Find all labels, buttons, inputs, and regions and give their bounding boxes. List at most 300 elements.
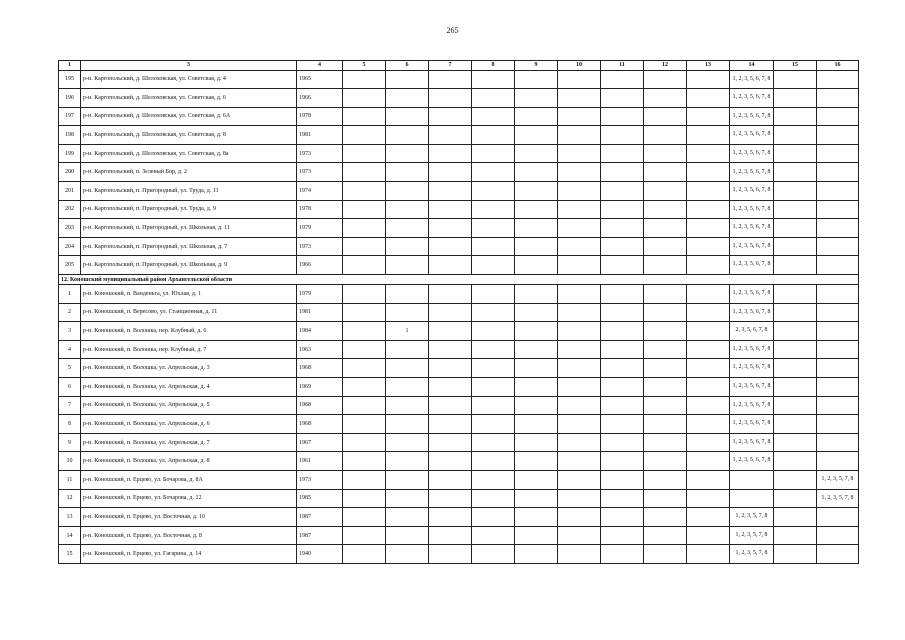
empty-cell	[386, 126, 429, 145]
empty-cell	[386, 144, 429, 163]
empty-cell	[601, 396, 644, 415]
empty-cell	[644, 70, 687, 89]
empty-cell	[343, 200, 386, 219]
column-6-cell	[386, 489, 429, 508]
empty-cell	[687, 378, 730, 397]
year-cell: 1969	[297, 378, 343, 397]
column-14-cell: 1, 2, 3, 5, 6, 7, 8	[730, 70, 774, 89]
empty-cell	[644, 378, 687, 397]
empty-cell	[472, 489, 515, 508]
column-header: 9	[515, 61, 558, 71]
empty-cell	[601, 126, 644, 145]
year-cell: 1981	[297, 303, 343, 322]
address-cell: р-н. Каргопольский, п. Пригородный, ул. Труда, д. 11	[81, 182, 297, 201]
empty-cell	[515, 219, 558, 238]
row-number-cell: 2	[59, 303, 81, 322]
empty-cell	[386, 89, 429, 108]
year-cell: 1985	[297, 489, 343, 508]
empty-cell	[515, 322, 558, 341]
empty-cell	[687, 144, 730, 163]
empty-cell	[386, 70, 429, 89]
empty-cell	[601, 256, 644, 275]
row-number-cell: 9	[59, 433, 81, 452]
empty-cell	[515, 452, 558, 471]
empty-cell	[687, 303, 730, 322]
empty-cell	[558, 508, 601, 527]
table-row	[59, 126, 859, 145]
address-cell: р-н. Коношский, п. Волошка, ул. Апрельская, д. 8	[81, 452, 297, 471]
column-6-cell	[386, 303, 429, 322]
column-14-cell: 1, 2, 3, 5, 7, 8	[730, 508, 774, 527]
empty-cell	[429, 508, 472, 527]
column-14-cell: 1, 2, 3, 5, 6, 7, 8	[730, 340, 774, 359]
empty-cell	[472, 359, 515, 378]
empty-cell	[472, 452, 515, 471]
column-6-cell	[386, 396, 429, 415]
empty-cell	[558, 359, 601, 378]
year-cell: 1940	[297, 545, 343, 564]
column-14-cell: 1, 2, 3, 5, 6, 7, 8	[730, 89, 774, 108]
empty-cell	[687, 322, 730, 341]
empty-cell	[429, 526, 472, 545]
header-row	[59, 61, 859, 71]
empty-cell	[601, 285, 644, 304]
empty-cell	[429, 340, 472, 359]
column-6-cell	[386, 470, 429, 489]
table-row	[59, 545, 859, 564]
empty-cell	[687, 70, 730, 89]
empty-cell	[601, 340, 644, 359]
empty-cell	[343, 322, 386, 341]
empty-cell	[774, 256, 817, 275]
empty-cell	[601, 144, 644, 163]
empty-cell	[601, 322, 644, 341]
empty-cell	[644, 470, 687, 489]
column-6-cell	[386, 285, 429, 304]
column-14-cell: 1, 2, 3, 5, 6, 7, 8	[730, 396, 774, 415]
row-number-cell: 7	[59, 396, 81, 415]
page-number: 265	[446, 26, 459, 35]
empty-cell	[687, 256, 730, 275]
address-cell: р-н. Каргопольский, д. Шелоховская, ул. Советская, д. 6	[81, 89, 297, 108]
empty-cell	[558, 545, 601, 564]
column-14-cell	[730, 489, 774, 508]
table-row	[59, 303, 859, 322]
empty-cell	[429, 200, 472, 219]
row-number-cell: 13	[59, 508, 81, 527]
housing-registry-table	[58, 60, 859, 564]
empty-cell	[429, 219, 472, 238]
empty-cell	[429, 256, 472, 275]
row-number-cell: 205	[59, 256, 81, 275]
empty-cell	[515, 182, 558, 201]
column-16-cell	[817, 303, 859, 322]
empty-cell	[558, 470, 601, 489]
empty-cell	[472, 340, 515, 359]
empty-cell	[687, 219, 730, 238]
empty-cell	[515, 163, 558, 182]
row-number-cell: 195	[59, 70, 81, 89]
year-cell: 1978	[297, 107, 343, 126]
empty-cell	[515, 470, 558, 489]
row-number-cell: 12	[59, 489, 81, 508]
empty-cell	[644, 359, 687, 378]
empty-cell	[558, 340, 601, 359]
column-14-cell: 1, 2, 3, 5, 6, 7, 8	[730, 200, 774, 219]
column-14-cell: 1, 2, 3, 5, 7, 8	[730, 526, 774, 545]
empty-cell	[774, 200, 817, 219]
empty-cell	[472, 89, 515, 108]
empty-cell	[429, 303, 472, 322]
empty-cell	[687, 396, 730, 415]
row-number-cell: 11	[59, 470, 81, 489]
row-number-cell: 199	[59, 144, 81, 163]
empty-cell	[515, 200, 558, 219]
empty-cell	[558, 107, 601, 126]
empty-cell	[558, 163, 601, 182]
empty-cell	[774, 526, 817, 545]
empty-cell	[472, 508, 515, 527]
column-16-cell	[817, 285, 859, 304]
empty-cell	[429, 415, 472, 434]
table-row	[59, 508, 859, 527]
empty-cell	[558, 303, 601, 322]
column-header: 7	[429, 61, 472, 71]
empty-cell	[515, 107, 558, 126]
address-cell: р-н. Коношский, п. Ерцево, ул. Бочарова, д. 8А	[81, 470, 297, 489]
column-header: 4	[297, 61, 343, 71]
empty-cell	[343, 144, 386, 163]
table-row	[59, 415, 859, 434]
empty-cell	[687, 237, 730, 256]
empty-cell	[644, 526, 687, 545]
empty-cell	[515, 144, 558, 163]
column-16-cell	[817, 545, 859, 564]
empty-cell	[343, 433, 386, 452]
empty-cell	[644, 219, 687, 238]
empty-cell	[687, 526, 730, 545]
column-16-cell	[817, 359, 859, 378]
empty-cell	[687, 359, 730, 378]
empty-cell	[601, 303, 644, 322]
empty-cell	[558, 182, 601, 201]
empty-cell	[515, 433, 558, 452]
empty-cell	[644, 415, 687, 434]
empty-cell	[644, 89, 687, 108]
empty-cell	[343, 182, 386, 201]
year-cell: 1966	[297, 256, 343, 275]
column-header: 5	[343, 61, 386, 71]
column-header: 16	[817, 61, 859, 71]
row-number-cell: 6	[59, 378, 81, 397]
column-14-cell: 1, 2, 3, 5, 6, 7, 8	[730, 359, 774, 378]
table-row	[59, 396, 859, 415]
empty-cell	[774, 303, 817, 322]
column-6-cell	[386, 340, 429, 359]
empty-cell	[429, 237, 472, 256]
table-row	[59, 107, 859, 126]
column-14-cell: 1, 2, 3, 5, 6, 7, 8	[730, 285, 774, 304]
empty-cell	[515, 489, 558, 508]
empty-cell	[472, 163, 515, 182]
column-16-cell	[817, 452, 859, 471]
row-number-cell: 4	[59, 340, 81, 359]
empty-cell	[644, 433, 687, 452]
empty-cell	[429, 70, 472, 89]
year-cell: 1984	[297, 322, 343, 341]
empty-cell	[644, 340, 687, 359]
empty-cell	[817, 163, 859, 182]
empty-cell	[774, 163, 817, 182]
column-14-cell: 1, 2, 3, 5, 6, 7, 8	[730, 256, 774, 275]
empty-cell	[343, 256, 386, 275]
empty-cell	[343, 415, 386, 434]
empty-cell	[558, 322, 601, 341]
address-cell: р-н. Коношский, п. Ванденьга, ул. Юхлая, д. 1	[81, 285, 297, 304]
table-row	[59, 340, 859, 359]
empty-cell	[515, 237, 558, 256]
column-6-cell	[386, 378, 429, 397]
column-16-cell	[817, 340, 859, 359]
empty-cell	[817, 126, 859, 145]
empty-cell	[644, 107, 687, 126]
empty-cell	[558, 200, 601, 219]
year-cell: 1967	[297, 433, 343, 452]
empty-cell	[558, 396, 601, 415]
column-16-cell	[817, 433, 859, 452]
empty-cell	[515, 256, 558, 275]
address-cell: р-н. Коношский, п. Волошка, пер. Клубный, д. 7	[81, 340, 297, 359]
empty-cell	[601, 107, 644, 126]
empty-cell	[515, 378, 558, 397]
empty-cell	[817, 237, 859, 256]
empty-cell	[774, 340, 817, 359]
empty-cell	[687, 489, 730, 508]
table-row	[59, 359, 859, 378]
address-cell: р-н. Каргопольский, п. Пригородный, ул. Школьная, д. 9	[81, 256, 297, 275]
column-6-cell	[386, 508, 429, 527]
column-14-cell	[730, 470, 774, 489]
empty-cell	[429, 89, 472, 108]
column-header: 10	[558, 61, 601, 71]
empty-cell	[343, 470, 386, 489]
year-cell: 1973	[297, 163, 343, 182]
empty-cell	[644, 200, 687, 219]
year-cell: 1979	[297, 219, 343, 238]
empty-cell	[343, 545, 386, 564]
empty-cell	[644, 452, 687, 471]
empty-cell	[817, 182, 859, 201]
column-16-cell	[817, 396, 859, 415]
empty-cell	[472, 107, 515, 126]
empty-cell	[472, 470, 515, 489]
empty-cell	[644, 182, 687, 201]
table-row	[59, 89, 859, 108]
empty-cell	[817, 107, 859, 126]
empty-cell	[343, 378, 386, 397]
empty-cell	[472, 433, 515, 452]
empty-cell	[343, 163, 386, 182]
empty-cell	[601, 359, 644, 378]
table-row	[59, 200, 859, 219]
address-cell: р-н. Каргопольский, д. Шелоховская, ул. Советская, д. 8а	[81, 144, 297, 163]
column-16-cell: 1, 2, 3, 5, 7, 8	[817, 470, 859, 489]
column-14-cell: 2, 3, 5, 6, 7, 8	[730, 322, 774, 341]
column-16-cell: 1, 2, 3, 5, 7, 8	[817, 489, 859, 508]
column-14-cell: 1, 2, 3, 5, 6, 7, 8	[730, 182, 774, 201]
year-cell: 1965	[297, 70, 343, 89]
empty-cell	[472, 70, 515, 89]
row-number-cell: 14	[59, 526, 81, 545]
empty-cell	[687, 182, 730, 201]
address-cell: р-н. Коношский, п. Волошка, ул. Апрельская, д. 6	[81, 415, 297, 434]
empty-cell	[472, 219, 515, 238]
empty-cell	[644, 396, 687, 415]
empty-cell	[774, 415, 817, 434]
table-row	[59, 70, 859, 89]
empty-cell	[601, 70, 644, 89]
column-16-cell	[817, 322, 859, 341]
empty-cell	[687, 200, 730, 219]
row-number-cell: 204	[59, 237, 81, 256]
table-row	[59, 256, 859, 275]
empty-cell	[774, 126, 817, 145]
row-number-cell: 202	[59, 200, 81, 219]
table-row	[59, 322, 859, 341]
address-cell: р-н. Коношский, п. Ерцево, ул. Восточная, д. 8	[81, 526, 297, 545]
empty-cell	[601, 200, 644, 219]
year-cell: 1974	[297, 182, 343, 201]
empty-cell	[472, 303, 515, 322]
empty-cell	[601, 89, 644, 108]
empty-cell	[472, 378, 515, 397]
empty-cell	[343, 70, 386, 89]
empty-cell	[774, 489, 817, 508]
empty-cell	[687, 470, 730, 489]
year-cell: 1987	[297, 508, 343, 527]
address-cell: р-н. Каргопольский, д. Шелоховская, ул. Советская, д. 6А	[81, 107, 297, 126]
column-14-cell: 1, 2, 3, 5, 6, 7, 8	[730, 303, 774, 322]
year-cell: 1968	[297, 415, 343, 434]
empty-cell	[515, 415, 558, 434]
column-14-cell: 1, 2, 3, 5, 6, 7, 8	[730, 415, 774, 434]
empty-cell	[343, 452, 386, 471]
column-14-cell: 1, 2, 3, 5, 6, 7, 8	[730, 126, 774, 145]
empty-cell	[515, 508, 558, 527]
empty-cell	[774, 144, 817, 163]
empty-cell	[472, 237, 515, 256]
address-cell: р-н. Каргопольский, д. Шелоховская, ул. Советская, д. 8	[81, 126, 297, 145]
address-cell: р-н. Коношский, п. Вересово, ул. Станционная, д. 11	[81, 303, 297, 322]
empty-cell	[386, 256, 429, 275]
empty-cell	[429, 107, 472, 126]
empty-cell	[515, 340, 558, 359]
row-number-cell: 200	[59, 163, 81, 182]
empty-cell	[774, 433, 817, 452]
empty-cell	[472, 322, 515, 341]
column-16-cell	[817, 526, 859, 545]
column-14-cell: 1, 2, 3, 5, 6, 7, 8	[730, 163, 774, 182]
section-title: 12. Коношский муниципальный район Архангельской области	[59, 275, 859, 285]
address-cell: р-н. Каргопольский, п. Зеленый Бор, д. 2	[81, 163, 297, 182]
empty-cell	[774, 378, 817, 397]
column-14-cell: 1, 2, 3, 5, 7, 8	[730, 545, 774, 564]
table-row	[59, 526, 859, 545]
empty-cell	[687, 452, 730, 471]
year-cell: 1981	[297, 126, 343, 145]
section-heading-row	[59, 275, 859, 285]
empty-cell	[644, 285, 687, 304]
empty-cell	[429, 144, 472, 163]
empty-cell	[515, 526, 558, 545]
empty-cell	[601, 415, 644, 434]
column-14-cell: 1, 2, 3, 5, 6, 7, 8	[730, 144, 774, 163]
address-cell: р-н. Коношский, п. Ерцево, ул. Гагарина, д. 14	[81, 545, 297, 564]
empty-cell	[817, 219, 859, 238]
empty-cell	[774, 359, 817, 378]
empty-cell	[601, 545, 644, 564]
row-number-cell: 198	[59, 126, 81, 145]
empty-cell	[429, 545, 472, 564]
empty-cell	[774, 396, 817, 415]
empty-cell	[687, 545, 730, 564]
empty-cell	[343, 219, 386, 238]
empty-cell	[817, 256, 859, 275]
empty-cell	[601, 508, 644, 527]
column-6-cell	[386, 545, 429, 564]
empty-cell	[558, 126, 601, 145]
column-16-cell	[817, 508, 859, 527]
row-number-cell: 196	[59, 89, 81, 108]
address-cell: р-н. Каргопольский, п. Пригородный, ул. Школьная, д. 11	[81, 219, 297, 238]
column-6-cell	[386, 359, 429, 378]
table-row	[59, 452, 859, 471]
empty-cell	[386, 219, 429, 238]
address-cell: р-н. Коношский, п. Волошка, ул. Апрельская, д. 5	[81, 396, 297, 415]
column-6-cell	[386, 433, 429, 452]
empty-cell	[343, 489, 386, 508]
empty-cell	[774, 452, 817, 471]
empty-cell	[472, 396, 515, 415]
table-row	[59, 219, 859, 238]
year-cell: 1978	[297, 200, 343, 219]
empty-cell	[687, 340, 730, 359]
empty-cell	[687, 508, 730, 527]
empty-cell	[644, 126, 687, 145]
address-cell: р-н. Каргопольский, п. Пригородный, ул. Школьная, д. 7	[81, 237, 297, 256]
empty-cell	[515, 359, 558, 378]
table-row	[59, 237, 859, 256]
year-cell: 1987	[297, 526, 343, 545]
empty-cell	[343, 526, 386, 545]
empty-cell	[515, 70, 558, 89]
empty-cell	[774, 508, 817, 527]
empty-cell	[515, 545, 558, 564]
empty-cell	[601, 182, 644, 201]
empty-cell	[817, 144, 859, 163]
column-6-cell	[386, 415, 429, 434]
empty-cell	[343, 237, 386, 256]
empty-cell	[644, 508, 687, 527]
empty-cell	[472, 526, 515, 545]
empty-cell	[515, 303, 558, 322]
column-6-cell	[386, 452, 429, 471]
empty-cell	[343, 396, 386, 415]
empty-cell	[429, 489, 472, 508]
address-cell: р-н. Коношский, п. Волошка, ул. Апрельская, д. 3	[81, 359, 297, 378]
empty-cell	[429, 285, 472, 304]
empty-cell	[601, 470, 644, 489]
